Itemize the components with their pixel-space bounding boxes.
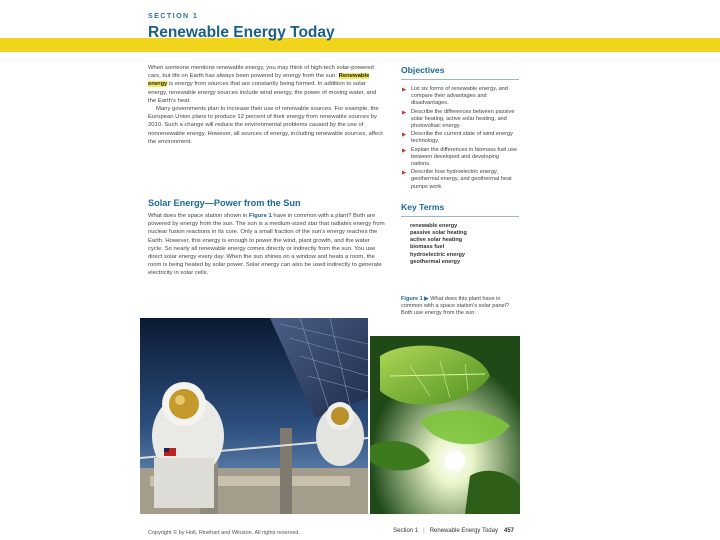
leaf-photo xyxy=(370,336,520,514)
intro-text xyxy=(148,64,385,146)
astronaut-illustration xyxy=(140,318,368,514)
objective-item: ▶ Describe the current state of wind energy technology. xyxy=(402,131,513,145)
key-term: active solar heating xyxy=(410,237,463,244)
copyright-notice: Copyright © by Holt, Rinehart and Winston. All rights reserved. xyxy=(148,530,301,536)
key-term: biomass fuel xyxy=(410,244,445,251)
bullet-arrow-icon: ▶ xyxy=(402,109,407,116)
leaf-illustration xyxy=(370,336,520,514)
key-term-highlight: Renewable energy xyxy=(148,73,370,88)
objective-item: ▶ Describe the differences between passive solar heating, active solar heating, and photovoltaic energy. xyxy=(402,108,515,130)
objectives-heading: Objectives xyxy=(401,65,445,75)
figure-caption xyxy=(401,296,519,318)
solar-text xyxy=(148,212,385,278)
bullet-arrow-icon: ▶ xyxy=(402,147,407,154)
intro-text-a: When someone mentions renewable energy, you may think of high-tech solar-powered cars, but life on Earth has always been powered by energy from the sun. xyxy=(148,65,374,80)
intro-paragraph-1 xyxy=(148,64,385,105)
intro-text-b: is energy from sources that are constantly being formed. In addition to solar energy, renewable energy sources include wind energy, the power of moving water, and the Earth's heat. xyxy=(148,81,377,104)
page-footer: Section 1 | Renewable Energy Today 457 xyxy=(393,528,514,534)
solar-paragraph xyxy=(148,212,385,278)
page-title: Renewable Energy Today xyxy=(148,24,335,41)
figure-label: Figure 1 ▶ xyxy=(401,296,429,302)
key-term: hydroelectric energy xyxy=(410,251,466,258)
objectives-list xyxy=(401,86,519,191)
astronaut-photo xyxy=(140,318,368,514)
key-term: passive solar heating xyxy=(410,230,467,237)
key-terms-heading: Key Terms xyxy=(401,201,445,212)
key-terms-divider xyxy=(401,216,519,217)
bullet-arrow-icon: ▶ xyxy=(402,87,407,93)
objective-item: ▶ Explain the differences in biomass fuel use between developed and developing nations. xyxy=(402,146,517,168)
objectives-divider xyxy=(401,79,519,80)
figure-reference: Figure 1 xyxy=(248,213,272,219)
objective-item: ▶ List six forms of renewable energy, and compare their advantages and disadvantages. xyxy=(402,86,508,107)
section-label: SECTION 1 xyxy=(148,13,199,20)
sidebar xyxy=(401,65,519,266)
page-number: 457 xyxy=(503,528,514,534)
footer-section: Section 1 xyxy=(393,528,419,534)
intro-paragraph-2: Many governments plan to increase their use of renewable sources. For example, the European Union plans to produce 12 percent of their energy from renewable sources by 2010. Such a change will reduce the environmental problems caused by the use of nonrenewable energy. However, all sources of energy, including renewable sources, affect the environment. xyxy=(148,106,383,145)
bullet-arrow-icon: ▶ xyxy=(402,170,407,177)
objective-item: ▶ Describe how hydroelectric energy, geothermal energy, and geothermal heat pumps work. xyxy=(402,169,512,190)
section-header-bar xyxy=(0,38,720,52)
solar-text-a: What does the space station shown in xyxy=(148,213,248,219)
solar-text-b: have in common with a plant? Both are powered by energy from the sun. The sun is a medium-sized star that radiates energy from nuclear fusion reactions in its core. Only a small fraction of the sun's energy reaches the Earth. However, this energy is enough to power the wind, plant growth, and the water cycle. So nearly all renewable energy comes directly or indirectly from the sun. You use direct solar energy every day. When the sun shines on a window and heats a room, the room is being heated by solar power. Solar energy can also be used indirectly to generate electricity in solar cells. xyxy=(148,213,385,277)
bullet-arrow-icon: ▶ xyxy=(402,132,407,139)
figure-caption-text: What does this plant have in common with a space station's solar panel? Both use energy from the sun. xyxy=(401,296,510,317)
subsection-heading: Solar Energy—Power from the Sun xyxy=(148,198,301,208)
key-term: renewable energy xyxy=(410,222,458,229)
key-terms-list xyxy=(401,223,519,266)
footer-chapter-title: Renewable Energy Today xyxy=(429,528,498,534)
key-term: geothermal energy xyxy=(410,258,461,265)
